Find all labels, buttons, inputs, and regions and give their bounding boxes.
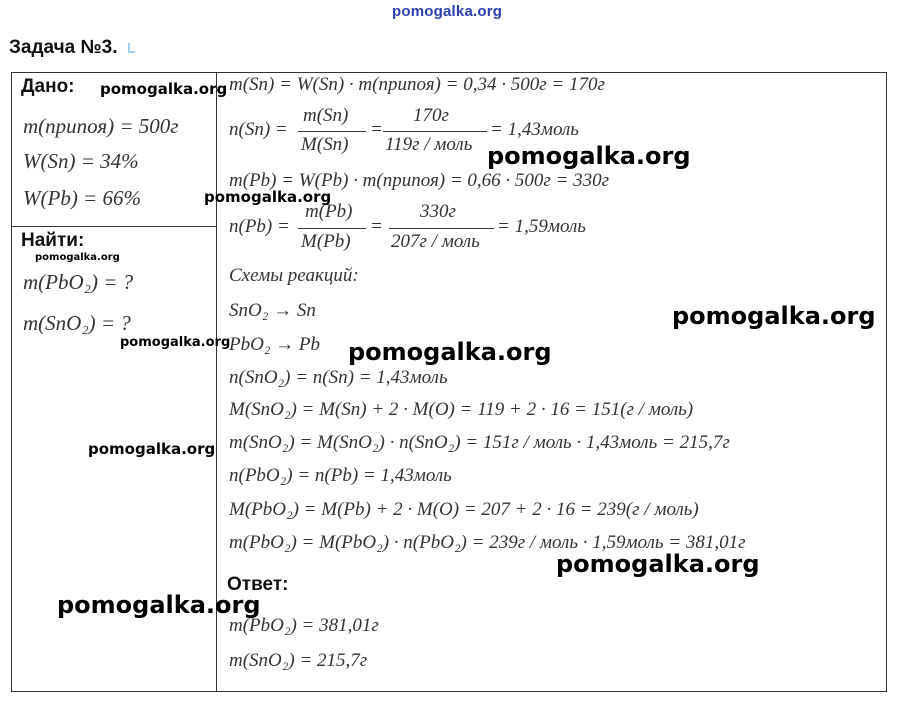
watermark: pomogalka.org (204, 188, 332, 206)
fraction-denominator: 207г / моль (391, 231, 480, 252)
fraction-bar (298, 228, 366, 229)
reaction-scheme: PbO₂ → Pb (229, 334, 321, 355)
fraction-result: = 1,43моль (490, 119, 579, 140)
decorative-mark (128, 43, 135, 53)
watermark: pomogalka.org (120, 335, 231, 350)
fraction-bar (389, 228, 494, 229)
fraction-numerator: 330г (420, 201, 456, 222)
watermark: pomogalka.org (672, 302, 876, 330)
answer-line: m(SnO₂) = 215,7г (229, 650, 368, 671)
solution-line: M(SnO₂) = M(Sn) + 2 · M(O) = 119 + 2 · 16 = 151(г / моль) (229, 399, 694, 420)
fraction-equals: = (370, 119, 383, 140)
fraction-denominator: M(Pb) (301, 231, 351, 252)
solution-line: m(Sn) = W(Sn) · m(припоя) = 0,34 · 500г = 170г (229, 74, 605, 95)
fraction-bar (298, 131, 366, 132)
page-title (9, 37, 135, 59)
fraction-equals: = (370, 216, 383, 237)
watermark: pomogalka.org (556, 550, 760, 578)
solution-line: M(PbO₂) = M(Pb) + 2 · M(O) = 207 + 2 · 16 = 239(г / моль) (229, 499, 699, 520)
solution-line: m(Pb) = W(Pb) · m(припоя) = 0,66 · 500г = 330г (229, 170, 610, 191)
watermark: pomogalka.org (348, 338, 552, 366)
given-find-divider (11, 226, 217, 227)
site-watermark-top: pomogalka.org (392, 3, 503, 20)
watermark: pomogalka.org (35, 252, 120, 263)
title-text: Задача №3. (9, 37, 118, 58)
given-label: Дано: (21, 76, 75, 97)
solution-line: m(SnO₂) = M(SnO₂) · n(SnO₂) = 151г / моль · 1,43моль = 215,7г (229, 432, 730, 453)
fraction-numerator: m(Sn) (303, 105, 349, 126)
watermark: pomogalka.org (57, 591, 261, 619)
fraction-denominator: 119г / моль (385, 134, 473, 155)
watermark: pomogalka.org (487, 142, 691, 170)
fraction-numerator: 170г (413, 105, 449, 126)
find-line: m(PbO₂) = ? (23, 270, 134, 294)
answer-line: m(PbO₂) = 381,01г (229, 615, 379, 636)
given-line: W(Sn) = 34% (23, 149, 139, 173)
find-label: Найти: (21, 230, 85, 251)
given-line: W(Pb) = 66% (23, 186, 141, 210)
schemes-title: Схемы реакций: (229, 265, 359, 286)
solution-line: n(PbO₂) = n(Pb) = 1,43моль (229, 465, 452, 486)
fraction-result: = 1,59моль (497, 216, 586, 237)
fraction-bar (383, 131, 487, 132)
fraction-denominator: M(Sn) (301, 134, 349, 155)
fraction-numerator: m(Pb) (305, 201, 353, 222)
given-line: m(припоя) = 500г (23, 114, 179, 138)
watermark: pomogalka.org (88, 440, 216, 458)
find-line: m(SnO₂) = ? (23, 311, 131, 335)
solution-line: m(PbO₂) = M(PbO₂) · n(PbO₂) = 239г / моль · 1,59моль = 381,01г (229, 532, 746, 553)
watermark: pomogalka.org (100, 80, 228, 98)
fraction-lhs: n(Pb) = (229, 216, 290, 237)
solution-line: n(SnO₂) = n(Sn) = 1,43моль (229, 367, 448, 388)
fraction-lhs: n(Sn) = (229, 119, 288, 140)
reaction-scheme: SnO₂ → Sn (229, 300, 316, 321)
answer-label: Ответ: (227, 574, 289, 595)
